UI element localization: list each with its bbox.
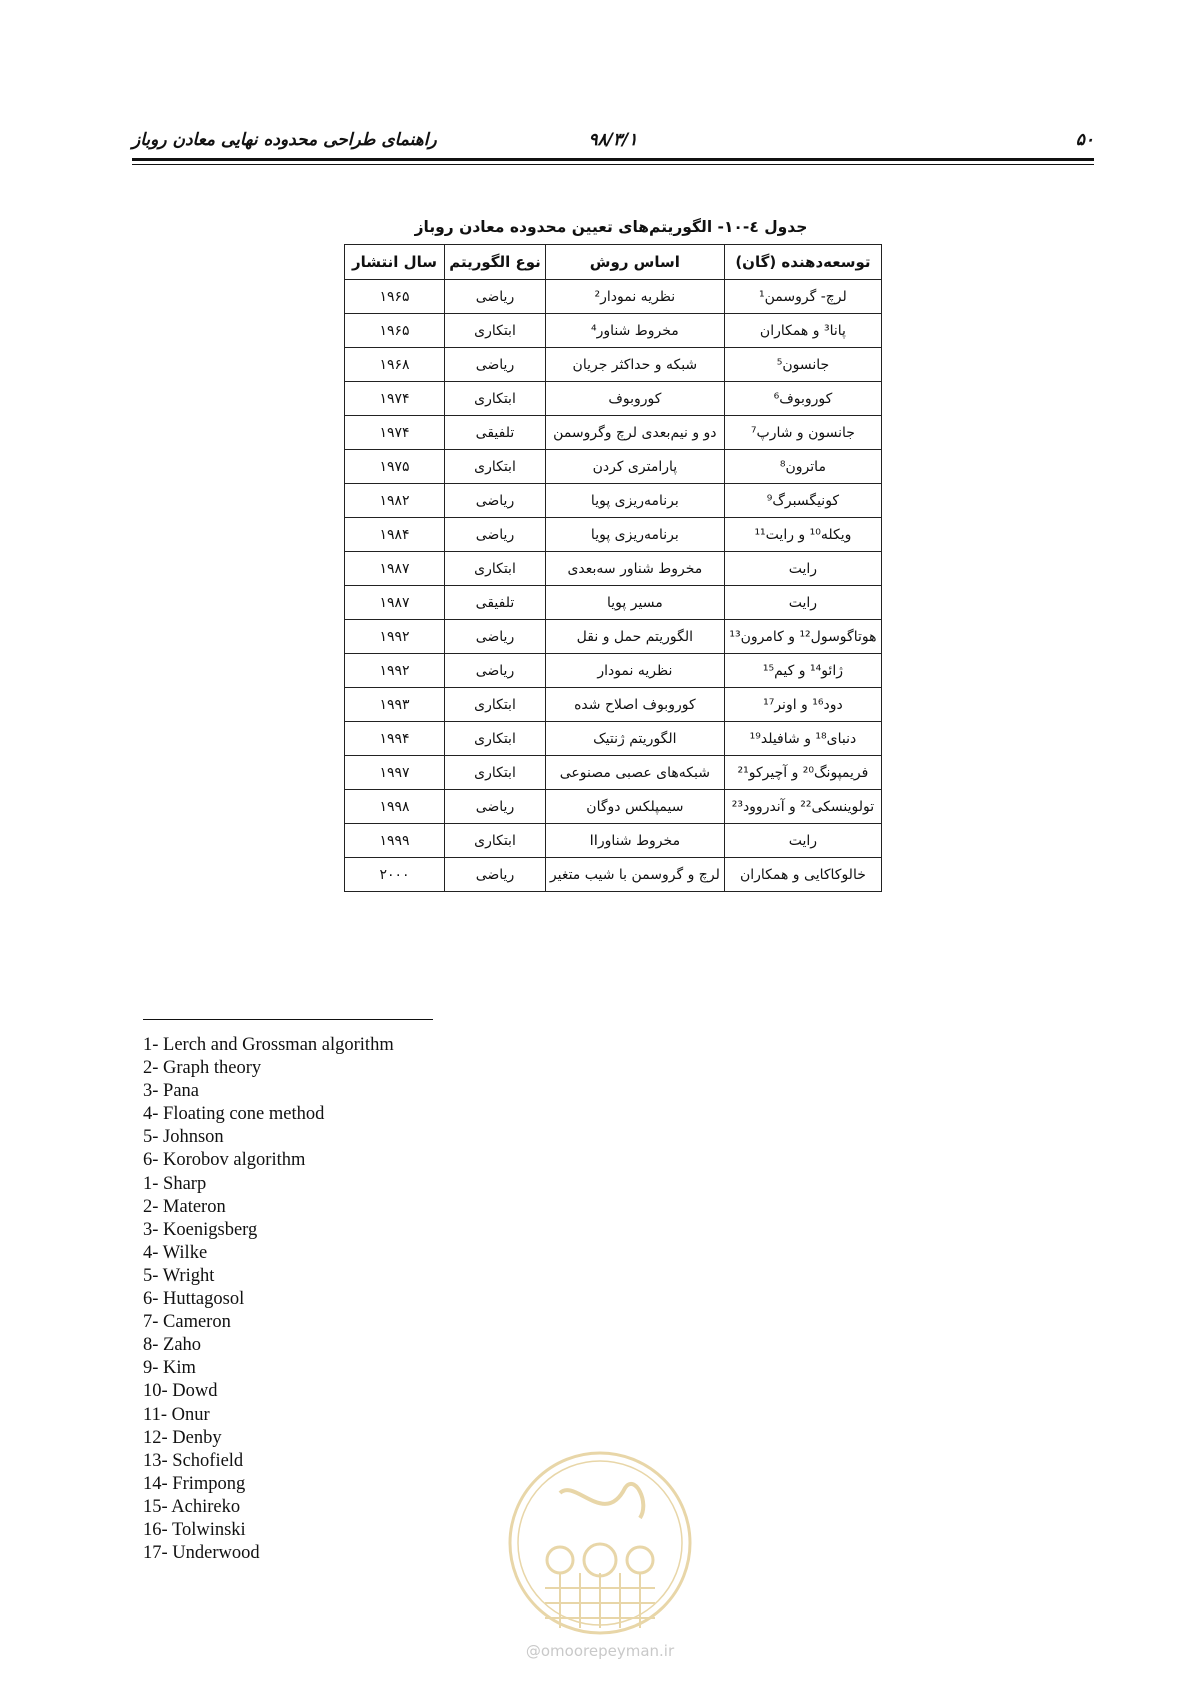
cell-year: ۱۹۶۵ [345, 314, 445, 348]
footnote-item: 17- Underwood [143, 1543, 260, 1564]
header-rule-thick [132, 158, 1094, 161]
cell-year: ۲۰۰۰ [345, 858, 445, 892]
cell-method-basis: برنامه‌ریزی پویا [545, 484, 724, 518]
cell-year: ۱۹۷۵ [345, 450, 445, 484]
page-number: ۵۰ [1075, 130, 1094, 150]
table-row [345, 586, 882, 620]
cell-method-basis: دو و نیم‌بعدی لرچ وگروسمن [545, 416, 724, 450]
algorithms-table [344, 244, 882, 892]
cell-year: ۱۹۶۸ [345, 348, 445, 382]
table-row [345, 790, 882, 824]
cell-algorithm-type: ریاضی [445, 280, 546, 314]
watermark-logo [505, 1448, 695, 1638]
cell-year: ۱۹۸۷ [345, 552, 445, 586]
cell-method-basis: نظریه نمودار² [545, 280, 724, 314]
cell-year: ۱۹۹۳ [345, 688, 445, 722]
cell-year: ۱۹۹۲ [345, 654, 445, 688]
cell-year: ۱۹۹۸ [345, 790, 445, 824]
cell-developer: جانسون و شارپ⁷ [724, 416, 881, 450]
cell-algorithm-type: ریاضی [445, 348, 546, 382]
table-caption: جدول ٤-١٠- الگوریتم‌های تعیین محدوده معادن روباز [414, 218, 808, 236]
cell-method-basis: الگوریتم حمل و نقل [545, 620, 724, 654]
footnote-item: 7- Cameron [143, 1312, 231, 1333]
cell-developer: کوروبوف⁶ [724, 382, 881, 416]
cell-method-basis: پارامتری کردن [545, 450, 724, 484]
footnote-item: 2- Graph theory [143, 1058, 262, 1079]
cell-algorithm-type: ابتکاری [445, 552, 546, 586]
footnotes-list [143, 1034, 394, 1565]
cell-developer: تولوینسکی²² و آندروود²³ [724, 790, 881, 824]
cell-method-basis: مخروط شناورII [545, 824, 724, 858]
cell-year: ۱۹۹۷ [345, 756, 445, 790]
table-row [345, 280, 882, 314]
footnote-item: 15- Achireko [143, 1496, 241, 1517]
cell-algorithm-type: ریاضی [445, 790, 546, 824]
cell-algorithm-type: ریاضی [445, 484, 546, 518]
table-row [345, 722, 882, 756]
cell-algorithm-type: ریاضی [445, 518, 546, 552]
footnote-item: 1- Lerch and Grossman algorithm [143, 1035, 394, 1055]
col-header-developer: توسعه‌دهنده (گان) [724, 245, 881, 280]
table-row [345, 416, 882, 450]
cell-developer: دود¹⁶ و اونر¹⁷ [724, 688, 881, 722]
footnote-item: 11- Onur [143, 1404, 210, 1425]
table-row [345, 450, 882, 484]
footnote-item: 5- Johnson [143, 1127, 224, 1148]
footnote-item: 3- Pana [143, 1081, 199, 1102]
cell-developer: رایت [724, 824, 881, 858]
footnote-item: 6- Huttagosol [143, 1289, 245, 1310]
cell-year: ۱۹۹۲ [345, 620, 445, 654]
cell-year: ۱۹۹۹ [345, 824, 445, 858]
table-row [345, 654, 882, 688]
cell-method-basis: لرچ و گروسمن با شیب متغیر [545, 858, 724, 892]
cell-year: ۱۹۶۵ [345, 280, 445, 314]
cell-developer: دنبای¹⁸ و شافیلد¹⁹ [724, 722, 881, 756]
cell-year: ۱۹۹۴ [345, 722, 445, 756]
footnote-item: 6- Korobov algorithm [143, 1150, 306, 1171]
footnote-item: 10- Dowd [143, 1381, 218, 1402]
cell-year: ۱۹۸۴ [345, 518, 445, 552]
col-header-algorithm-type: نوع الگوریتم [445, 245, 546, 280]
cell-algorithm-type: ریاضی [445, 858, 546, 892]
cell-developer: پانا³ و همکاران [724, 314, 881, 348]
cell-algorithm-type: ابتکاری [445, 756, 546, 790]
cell-developer: ماترون⁸ [724, 450, 881, 484]
cell-algorithm-type: ابتکاری [445, 382, 546, 416]
cell-algorithm-type: ابتکاری [445, 688, 546, 722]
table-row [345, 688, 882, 722]
footnote-item: 5- Wright [143, 1265, 215, 1286]
footnote-item: 13- Schofield [143, 1450, 244, 1471]
cell-developer: رایت [724, 552, 881, 586]
cell-algorithm-type: ابتکاری [445, 824, 546, 858]
footnote-item: 12- Denby [143, 1427, 222, 1448]
cell-method-basis: کوروبوف اصلاح شده [545, 688, 724, 722]
footnote-item: 16- Tolwinski [143, 1519, 246, 1540]
header-title: راهنمای طراحی محدوده نهایی معادن روباز [132, 130, 437, 150]
cell-method-basis: برنامه‌ریزی پویا [545, 518, 724, 552]
cell-year: ۱۹۸۲ [345, 484, 445, 518]
cell-algorithm-type: ابتکاری [445, 450, 546, 484]
cell-year: ۱۹۷۴ [345, 382, 445, 416]
cell-developer: هوتاگوسول¹² و کامرون¹³ [724, 620, 881, 654]
table-row [345, 348, 882, 382]
watermark-site: @omoorepeyman.ir [525, 1642, 675, 1660]
footnote-rule [143, 1019, 433, 1020]
table-row [345, 314, 882, 348]
table-row [345, 620, 882, 654]
footnote-item: 2- Materon [143, 1196, 226, 1217]
col-header-publication-year: سال انتشار [345, 245, 445, 280]
cell-method-basis: مسیر پویا [545, 586, 724, 620]
table-row [345, 858, 882, 892]
cell-algorithm-type: ابتکاری [445, 314, 546, 348]
cell-algorithm-type: تلفیقی [445, 416, 546, 450]
cell-algorithm-type: ریاضی [445, 654, 546, 688]
footnote-item: 3- Koenigsberg [143, 1219, 258, 1240]
footnote-item: 14- Frimpong [143, 1473, 246, 1494]
col-header-method-basis: اساس روش [545, 245, 724, 280]
cell-method-basis: سیمپلکس دوگان [545, 790, 724, 824]
cell-method-basis: مخروط شناور سه‌بعدی [545, 552, 724, 586]
table-row [345, 824, 882, 858]
header-date: ۹۸/۳/۱ [588, 130, 638, 150]
cell-developer: فریمپونگ²⁰ و آچیرکو²¹ [724, 756, 881, 790]
cell-developer: ویکله¹⁰ و رایت¹¹ [724, 518, 881, 552]
cell-algorithm-type: تلفیقی [445, 586, 546, 620]
footnote-item: 8- Zaho [143, 1335, 202, 1356]
table-header-row [345, 245, 882, 280]
cell-method-basis: کوروبوف [545, 382, 724, 416]
cell-developer: خالوکاکایی و همکاران [724, 858, 881, 892]
table-row [345, 518, 882, 552]
cell-developer: ژائو¹⁴ و کیم¹⁵ [724, 654, 881, 688]
table-row [345, 756, 882, 790]
cell-algorithm-type: ریاضی [445, 620, 546, 654]
footnote-item: 1- Sharp [143, 1173, 207, 1194]
cell-developer: رایت [724, 586, 881, 620]
page-header [132, 128, 1094, 160]
footnote-item: 9- Kim [143, 1358, 196, 1379]
cell-year: ۱۹۸۷ [345, 586, 445, 620]
cell-year: ۱۹۷۴ [345, 416, 445, 450]
cell-algorithm-type: ابتکاری [445, 722, 546, 756]
footnote-item: 4- Wilke [143, 1242, 208, 1263]
table-row [345, 552, 882, 586]
header-rule-thin [132, 164, 1094, 165]
cell-method-basis: شبکه و حداکثر جریان [545, 348, 724, 382]
cell-developer: جانسون⁵ [724, 348, 881, 382]
table-row [345, 382, 882, 416]
cell-method-basis: شبکه‌های عصبی مصنوعی [545, 756, 724, 790]
table-row [345, 484, 882, 518]
table-body [345, 280, 882, 892]
footnote-item: 4- Floating cone method [143, 1104, 325, 1125]
cell-method-basis: نظریه نمودار [545, 654, 724, 688]
cell-method-basis: الگوریتم ژنتیک [545, 722, 724, 756]
cell-developer: لرچ- گروسمن¹ [724, 280, 881, 314]
cell-method-basis: مخروط شناور⁴ [545, 314, 724, 348]
cell-developer: کونیگسبرگ⁹ [724, 484, 881, 518]
